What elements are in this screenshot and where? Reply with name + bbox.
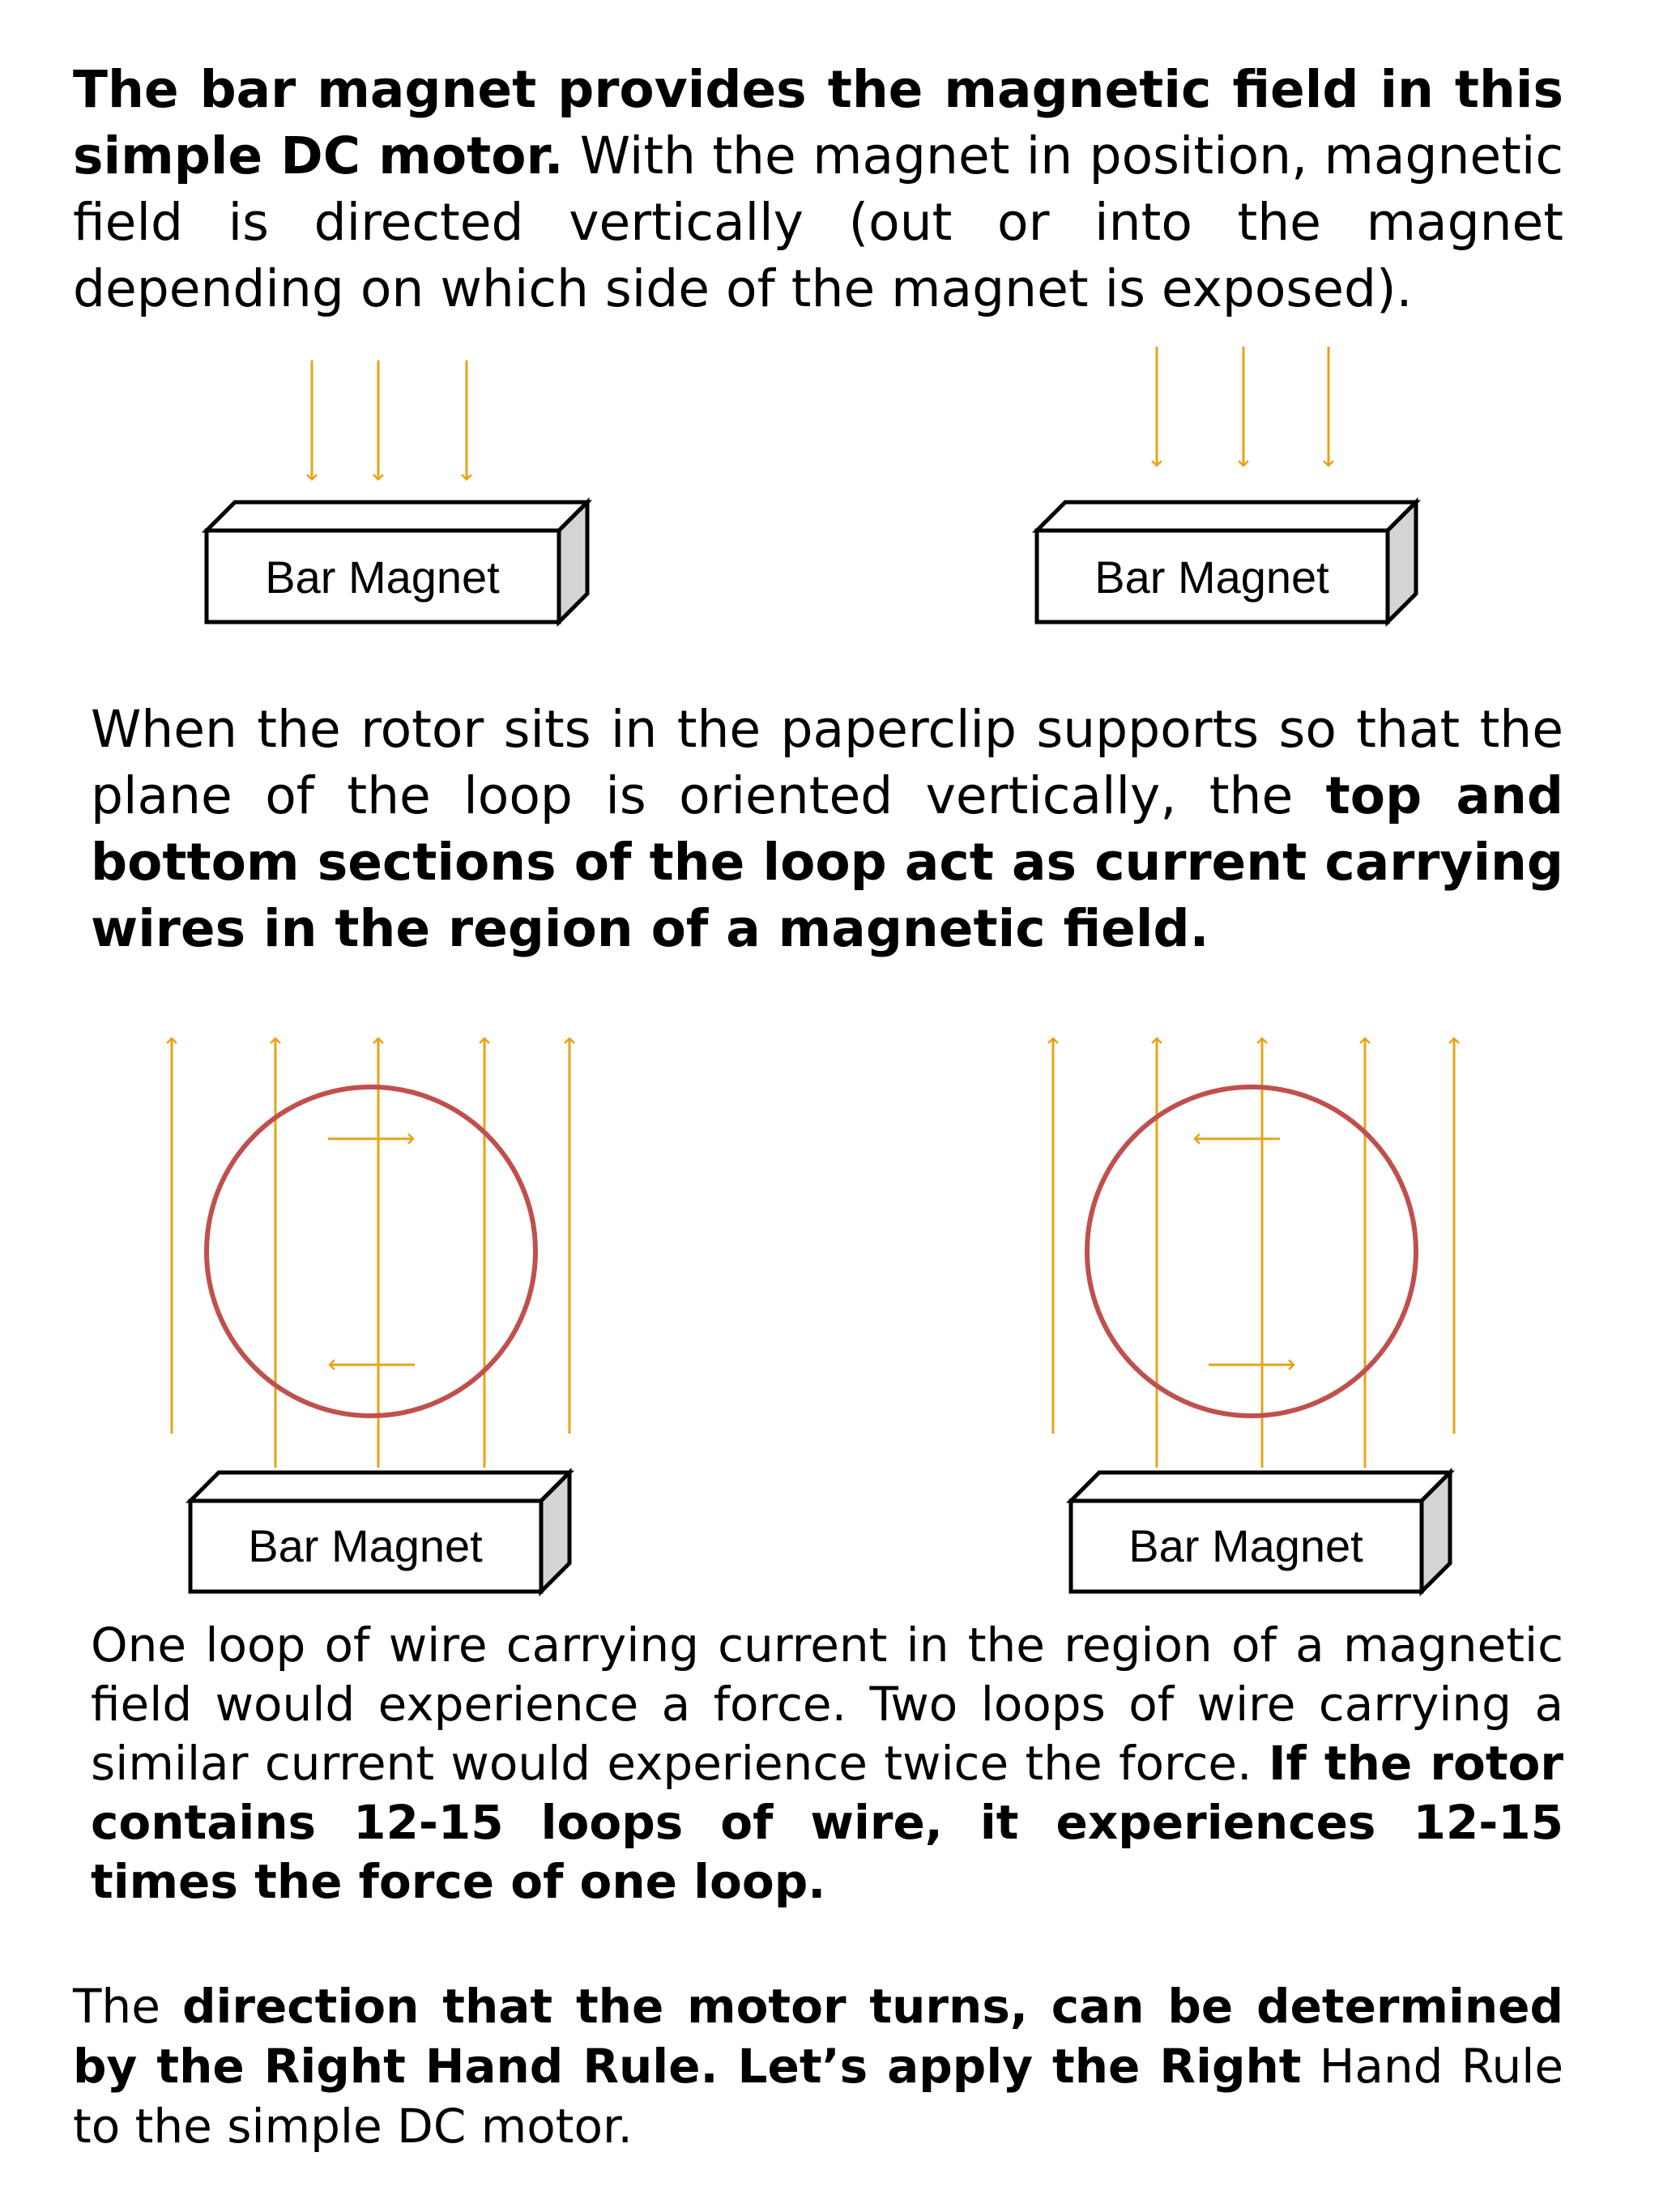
- wire-loop-right: [1087, 1087, 1416, 1416]
- field-arrows-top-right: [1157, 347, 1328, 466]
- bar-magnet-bottom-right: [1071, 1473, 1450, 1592]
- direction-bold: direction that the motor turns, can be determined by the Right Hand Rule. Let’s apply the Right: [73, 1979, 1563, 2094]
- direction-part2: Hand Rule to the simple DC motor.: [73, 2039, 1563, 2154]
- current-arrows-right: [1195, 1139, 1294, 1365]
- magnet-label: Bar Magnet: [248, 1520, 483, 1571]
- intro-bold: The bar magnet provides the magnetic field in this simple DC motor.: [73, 60, 1563, 185]
- current-arrows-left: [328, 1139, 415, 1365]
- rotor-bold: top and bottom sections of the loop act as current carrying wires in the region of a magnetic field.: [91, 766, 1563, 958]
- force-bold: If the rotor contains 12-15 loops of wire, it experiences 12-15 times the force of one loop.: [91, 1736, 1563, 1909]
- magnet-label: Bar Magnet: [1128, 1520, 1363, 1571]
- bar-magnet-top-left: [207, 502, 587, 622]
- bar-magnet-top-right: [1037, 502, 1416, 622]
- field-lines-bottom-right: [1053, 1038, 1454, 1468]
- direction-part1: The: [73, 1979, 182, 2034]
- force-normal: One loop of wire carrying current in the region of a magnetic field would experience a force. Two loops of wire carrying a similar current would experience twice the force.: [91, 1617, 1563, 1791]
- rotor-normal: When the rotor sits in the paperclip supports so that the plane of the loop is oriented vertically, the: [91, 700, 1563, 825]
- magnet-label: Bar Magnet: [265, 552, 500, 603]
- magnet-label: Bar Magnet: [1094, 552, 1329, 603]
- wire-loop-left: [207, 1087, 535, 1416]
- bar-magnet-bottom-left: [190, 1473, 569, 1592]
- field-lines-bottom-left: [172, 1038, 569, 1468]
- intro-normal: With the magnet in position, magnetic field is directed vertically (out or into the magnet depending on which side of the magnet is exposed).: [73, 126, 1563, 318]
- field-arrows-top-left: [312, 360, 467, 479]
